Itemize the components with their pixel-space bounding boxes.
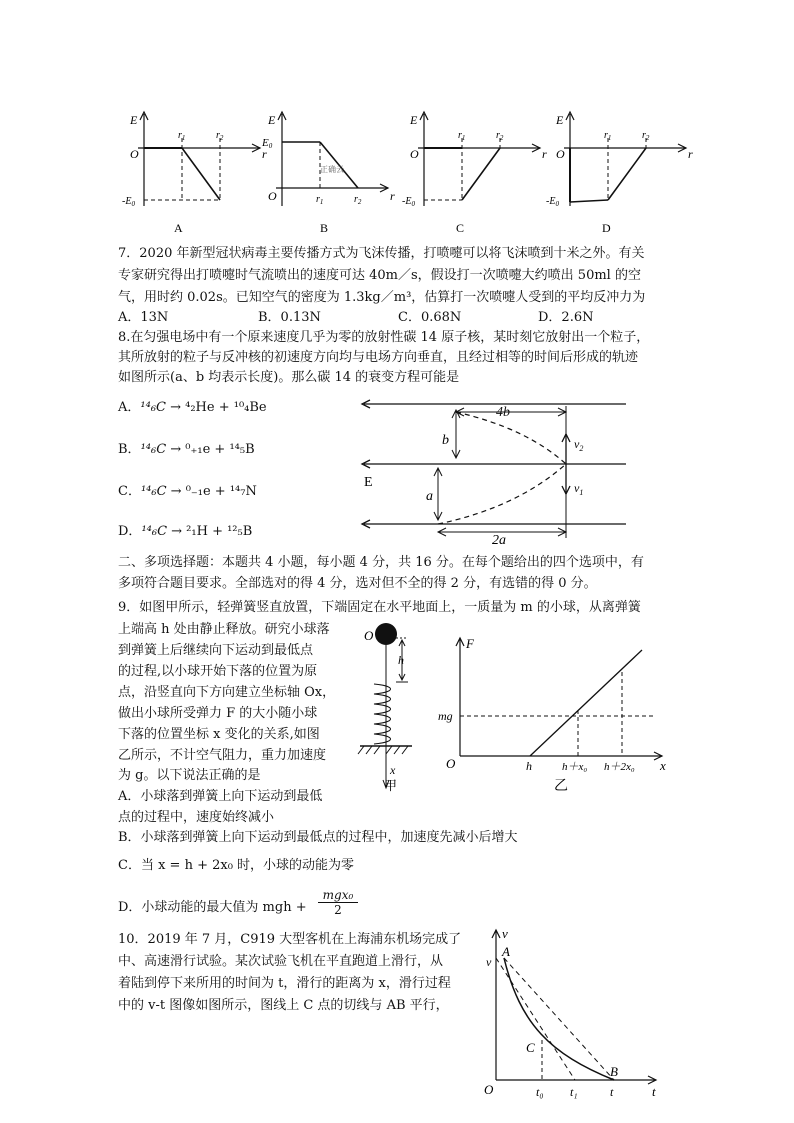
q9-body-line: 做出小球所受弹力 F 的大小随小球 — [118, 706, 318, 721]
q8-option-d: D．¹⁴₆C → ²₁H + ¹²₅B — [118, 524, 253, 539]
svg-text:E0: E0 — [262, 137, 273, 150]
label-c: C — [526, 1040, 535, 1055]
q10-line2: 中、高速滑行试验。某次试验飞机在平直跑道上滑行，从 — [118, 954, 444, 969]
label-t-axis: t — [652, 1084, 656, 1099]
svg-text:-E0: $-E_0$ — [122, 196, 135, 208]
q7-line2: 专家研究得出打喷嚏时气流喷出的速度可达 40m／s，假设打一次喷嚏大约喷出 50ml 的空 — [118, 268, 641, 283]
label-h-2x0: h＋2x₀ — [604, 761, 635, 773]
q9-option-d: D．小球动能的最大值为 mgh + — [118, 900, 307, 915]
label-f: F — [466, 636, 474, 651]
q9-body-line: 点，沿竖直向下方向建立坐标轴 Ox， — [118, 685, 336, 700]
svg-text:r1: $r_1$ — [178, 130, 186, 142]
graph-d — [546, 108, 706, 235]
label-e-field: E — [364, 475, 373, 490]
q9-body-line: 下落的位置坐标 x 变化的关系,如图 — [118, 727, 320, 742]
q10-line1: 10．2019 年 7 月，C919 大型客机在上海浦东机场完成了 — [118, 932, 462, 947]
q9-line1: 9．如图甲所示，轻弹簧竖直放置，下端固定在水平地面上，一质量为 m 的小球，从离弹簧 — [118, 600, 641, 615]
svg-text:r: r — [542, 147, 547, 161]
q9-option-c: C．当 x = h + 2x₀ 时，小球的动能为零 — [118, 858, 355, 873]
q8-option-c: C．¹⁴₆C → ⁰₋₁e + ¹⁴₇N — [118, 484, 257, 499]
q7-option-d: D．2.6N — [538, 310, 594, 325]
label-v0: v — [486, 955, 492, 969]
q7-line1: 7．2020 年新型冠状病毒主要传播方式为飞沫传播，打喷嚏可以将飞沫喷到十米之外。有关 — [118, 246, 645, 261]
label-a: a — [426, 489, 433, 504]
origin-label: O — [130, 147, 139, 161]
svg-text:C: C — [456, 221, 465, 235]
q10-vt-graph — [480, 924, 680, 1104]
q9-body-line: 到弹簧上后继续向下运动到最低点 — [118, 643, 314, 658]
q8-line1: 8.在匀强电场中有一个原来速度几乎为零的放射性碳 14 原子核，某时刻它放射出一个粒子， — [118, 330, 650, 345]
svg-text:E: E — [410, 113, 418, 127]
label-x: x — [660, 758, 666, 773]
label-b: b — [442, 433, 449, 448]
label-jia: 甲 — [384, 778, 398, 793]
watermark-text: 正确云 — [320, 165, 344, 174]
q8-field-diagram — [356, 398, 636, 548]
label-mg: mg — [438, 709, 453, 723]
q10-line3: 着陆到停下来所用的时间为 t，滑行的距离为 x，滑行过程 — [118, 976, 451, 991]
r-axis-label: r — [262, 147, 267, 161]
graph-b — [258, 108, 418, 235]
label-t0: t₀ — [536, 1085, 544, 1099]
label-h: h — [398, 653, 404, 667]
label-4b: 4b — [496, 405, 510, 420]
svg-text:r1: $r_1$ — [316, 194, 324, 206]
q9-option-d-fraction: mgx₀ 2 — [318, 888, 358, 917]
q8-option-b: B．¹⁴₆C → ⁰₊₁e + ¹⁴₅B — [118, 442, 255, 457]
svg-text:r: r — [390, 189, 395, 203]
q7-option-c: C．0.68N — [398, 310, 462, 325]
svg-text:O: O — [410, 147, 419, 161]
label-o: O — [364, 628, 374, 643]
section2-line1: 二、多项选择题：本题共 4 小题，每小题 4 分，共 16 分。在每个题给出的四个选项中，有 — [118, 555, 644, 570]
svg-text:E: E — [268, 113, 276, 127]
label-h: h — [526, 759, 532, 773]
svg-text:r2: $r_2$ — [496, 130, 504, 142]
svg-text:r1: $r_1$ — [604, 130, 612, 142]
q9-body-line: 的过程,以小球开始下落的位置为原 — [118, 664, 318, 679]
q7-line3: 气，用时约 0.02s。已知空气的密度为 1.3kg／m³，估算打一次喷嚏人受到的平均反冲力为 — [118, 290, 646, 305]
q9-body-line: 上端高 h 处由静止释放。研究小球落 — [118, 622, 330, 637]
q8-line3: 如图所示(a、b 均表示长度)。那么碳 14 的衰变方程可能是 — [118, 370, 460, 385]
q9-option-a-cont: 点的过程中，速度始终减小 — [118, 810, 275, 825]
label-o: O — [446, 756, 456, 771]
label-b: B — [610, 1064, 618, 1079]
q10-line4: 中的 v-t 图像如图所示，图线上 C 点的切线与 AB 平行， — [118, 998, 449, 1013]
svg-text:O: O — [268, 189, 277, 203]
graph-label: A — [174, 221, 183, 235]
label-h-x0: h＋x₀ — [562, 761, 588, 773]
label-o: O — [484, 1082, 494, 1097]
svg-text:r2: $r_2$ — [642, 130, 650, 142]
svg-text:r: r — [688, 147, 693, 161]
q9-body-line: 为 g。以下说法正确的是 — [118, 768, 261, 783]
graph-c — [400, 108, 560, 235]
label-x: x — [390, 763, 396, 777]
svg-text:B: B — [320, 221, 329, 235]
q9-option-b: B．小球落到弹簧上向下运动到最低点的过程中，加速度先减小后增大 — [118, 830, 518, 845]
svg-text:r2: $r_2$ — [354, 194, 362, 206]
section2-line2: 多项符合题目要求。全部选对的得 4 分，选对但不全的得 2 分，有选错的得 0 分。 — [118, 576, 597, 591]
q8-line2: 其所放射的粒子与反冲核的初速度方向均与电场方向垂直，且经过相等的时间后形成的轨迹 — [118, 350, 639, 365]
svg-text:-E0: $-E_0$ — [402, 196, 415, 208]
q9-figure-yi — [436, 632, 676, 792]
label-yi: 乙 — [554, 779, 568, 794]
label-2a: 2a — [492, 533, 506, 548]
label-t: t — [610, 1085, 614, 1099]
q8-option-a: A．¹⁴₆C → ⁴₂He + ¹⁰₄Be — [118, 400, 267, 415]
graph-a — [120, 108, 280, 235]
label-t1: t₁ — [570, 1085, 578, 1099]
svg-text:D: D — [602, 221, 611, 235]
svg-text:E: E — [556, 113, 564, 127]
q7-option-a: A．13N — [118, 310, 169, 325]
q7-option-b: B．0.13N — [258, 310, 321, 325]
label-v-axis: v — [502, 926, 508, 941]
q9-figure-jia — [356, 620, 426, 793]
e-axis-label: E — [130, 113, 138, 127]
q9-body-line: 乙所示，不计空气阻力，重力加速度 — [118, 748, 327, 763]
svg-text:r2: $r_2$ — [216, 130, 224, 142]
svg-text:-E0: $-E_0$ — [546, 196, 559, 208]
q9-option-a: A．小球落到弹簧上向下运动到最低 — [118, 789, 323, 804]
svg-text:O: O — [556, 147, 565, 161]
svg-text:v2: $v_2$ — [574, 437, 584, 453]
svg-text:v1: $v_1$ — [574, 481, 584, 497]
label-a: A — [502, 944, 510, 959]
svg-text:r1: $r_1$ — [458, 130, 466, 142]
